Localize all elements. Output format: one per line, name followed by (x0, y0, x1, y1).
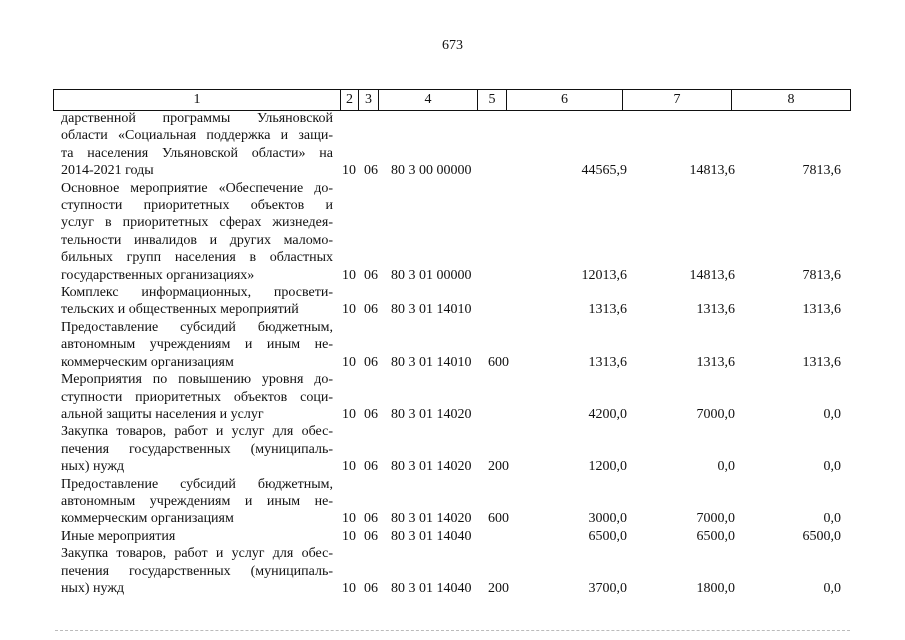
description-line: коммерческим организациям (61, 511, 234, 527)
amount-col-8: 7813,6 (802, 163, 841, 179)
table-row (0, 371, 905, 423)
col-header-3: 3 (359, 90, 379, 111)
amount-col-6: 1313,6 (588, 354, 627, 370)
amount-col-8: 0,0 (823, 406, 841, 422)
section-code: 10 (342, 354, 356, 370)
section-code: 10 (342, 459, 356, 475)
col-header-8: 8 (732, 90, 851, 111)
target-article-code: 80 3 01 14040 (391, 528, 472, 544)
page-number: 673 (442, 38, 463, 53)
description-line: автономным учреждениям и иным не- (61, 493, 333, 509)
description-line: дарственной программы Ульяновской (61, 111, 333, 126)
subsection-code: 06 (364, 163, 378, 179)
section-code: 10 (342, 302, 356, 318)
section-code: 10 (342, 511, 356, 527)
amount-col-6: 1313,6 (588, 302, 627, 318)
amount-col-8: 0,0 (823, 459, 841, 475)
description-line: Закупка товаров, работ и услуг для обес- (61, 424, 333, 440)
description-line: Мероприятия по повышению уровня до- (61, 372, 333, 388)
description-line: печения государственных (муниципаль- (61, 441, 333, 457)
col-header-5: 5 (478, 90, 507, 111)
section-code: 10 (342, 528, 356, 544)
row-description (61, 423, 333, 475)
section-code: 10 (342, 267, 356, 283)
subsection-code: 06 (364, 267, 378, 283)
description-line: Иные мероприятия (61, 528, 176, 544)
amount-col-8: 0,0 (823, 511, 841, 527)
row-description (61, 528, 333, 545)
amount-col-6: 1200,0 (588, 459, 627, 475)
table-row (0, 110, 905, 180)
amount-col-6: 3700,0 (588, 580, 627, 596)
table-row (0, 180, 905, 284)
description-line: тельности инвалидов и других маломо- (61, 232, 333, 248)
description-line: коммерческим организациям (61, 354, 234, 370)
subsection-code: 06 (364, 528, 378, 544)
amount-col-7: 7000,0 (696, 406, 735, 422)
table-row (0, 476, 905, 528)
description-line: Основное мероприятие «Обеспечение до- (61, 180, 333, 196)
subsection-code: 06 (364, 580, 378, 596)
subsection-code: 06 (364, 459, 378, 475)
description-line: области «Социальная поддержка и защи- (61, 128, 333, 144)
row-description (61, 284, 333, 319)
row-description (61, 180, 333, 284)
section-code: 10 (342, 580, 356, 596)
table-row (0, 528, 905, 545)
col-header-1: 1 (54, 90, 341, 111)
target-article-code: 80 3 01 00000 (391, 267, 472, 283)
amount-col-8: 1313,6 (802, 354, 841, 370)
amount-col-7: 1313,6 (696, 354, 735, 370)
target-article-code: 80 3 00 00000 (391, 163, 472, 179)
amount-col-7: 0,0 (717, 459, 735, 475)
description-line: Комплекс информационных, просвети- (61, 285, 333, 301)
col-header-2: 2 (341, 90, 359, 111)
row-description (61, 371, 333, 423)
target-article-code: 80 3 01 14010 (391, 354, 472, 370)
amount-col-6: 6500,0 (588, 528, 627, 544)
table-row (0, 423, 905, 475)
amount-col-8: 6500,0 (802, 528, 841, 544)
column-header-table (53, 89, 851, 111)
target-article-code: 80 3 01 14040 (391, 580, 472, 596)
expense-type-code: 200 (488, 459, 509, 475)
target-article-code: 80 3 01 14020 (391, 511, 472, 527)
bottom-divider (55, 630, 850, 632)
description-line: ных) нужд (61, 459, 125, 475)
target-article-code: 80 3 01 14010 (391, 302, 472, 318)
description-line: тельских и общественных мероприятий (61, 302, 299, 318)
description-line: печения государственных (муниципаль- (61, 563, 333, 579)
description-line: ступности приоритетных объектов и (61, 198, 333, 214)
subsection-code: 06 (364, 302, 378, 318)
description-line: ступности приоритетных объектов соци- (61, 389, 333, 405)
description-line: государственных организациях» (61, 267, 255, 283)
target-article-code: 80 3 01 14020 (391, 459, 472, 475)
col-header-6: 6 (507, 90, 623, 111)
budget-rows (0, 110, 905, 597)
amount-col-8: 7813,6 (802, 267, 841, 283)
amount-col-6: 44565,9 (581, 163, 627, 179)
amount-col-7: 6500,0 (696, 528, 735, 544)
description-line: Предоставление субсидий бюджетным, (61, 476, 333, 492)
expense-type-code: 600 (488, 354, 509, 370)
table-row (0, 319, 905, 371)
section-code: 10 (342, 163, 356, 179)
subsection-code: 06 (364, 511, 378, 527)
amount-col-7: 14813,6 (689, 267, 735, 283)
amount-col-7: 1800,0 (696, 580, 735, 596)
amount-col-6: 12013,6 (581, 267, 627, 283)
row-description (61, 319, 333, 371)
amount-col-8: 0,0 (823, 580, 841, 596)
description-line: услуг в приоритетных сферах жизнедея- (61, 215, 333, 231)
description-line: Закупка товаров, работ и услуг для обес- (61, 546, 333, 562)
row-description (61, 545, 333, 597)
expense-type-code: 600 (488, 511, 509, 527)
table-row (0, 545, 905, 597)
description-line: 2014-2021 годы (61, 163, 154, 179)
description-line: бильных групп населения в областных (61, 250, 333, 266)
description-line: та населения Ульяновской области» на (61, 145, 333, 161)
table-row (0, 284, 905, 319)
expense-type-code: 200 (488, 580, 509, 596)
col-header-7: 7 (623, 90, 732, 111)
description-line: ных) нужд (61, 580, 125, 596)
amount-col-7: 14813,6 (689, 163, 735, 179)
subsection-code: 06 (364, 406, 378, 422)
description-line: альной защиты населения и услуг (61, 406, 264, 422)
col-header-4: 4 (379, 90, 478, 111)
amount-col-6: 3000,0 (588, 511, 627, 527)
subsection-code: 06 (364, 354, 378, 370)
target-article-code: 80 3 01 14020 (391, 406, 472, 422)
amount-col-6: 4200,0 (588, 406, 627, 422)
description-line: Предоставление субсидий бюджетным, (61, 319, 333, 335)
section-code: 10 (342, 406, 356, 422)
row-description (61, 110, 333, 180)
amount-col-8: 1313,6 (802, 302, 841, 318)
row-description (61, 476, 333, 528)
description-line: автономным учреждениям и иным не- (61, 337, 333, 353)
amount-col-7: 1313,6 (696, 302, 735, 318)
amount-col-7: 7000,0 (696, 511, 735, 527)
